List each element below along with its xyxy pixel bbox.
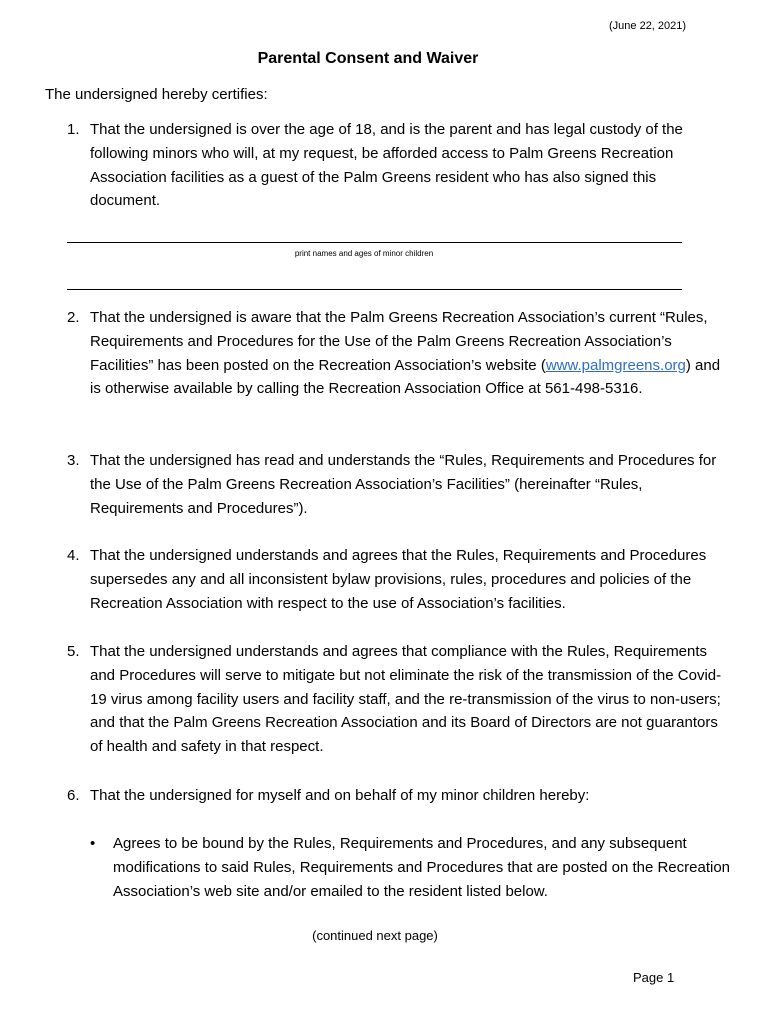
clause-5 — [67, 640, 727, 759]
minor-names-line-1[interactable] — [67, 242, 682, 243]
clause-number: 5. — [67, 643, 80, 660]
clause-number: 1. — [67, 121, 80, 138]
clause-number: 6. — [67, 787, 80, 804]
bullet-item — [90, 832, 730, 903]
intro-text: The undersigned hereby certifies: — [45, 86, 268, 103]
clause-text: That the undersigned understands and agrees that the Rules, Requirements and Procedures supersedes any and all inconsistent bylaw provisions, rules, procedures and policies of the Recreation Association with respect to the use of Association’s facilities. — [90, 547, 707, 612]
clause-text-part: ) and is otherwise available by calling the Recreation Association Office at 561-498-5316. — [90, 356, 721, 398]
minor-names-hint: print names and ages of minor children — [294, 249, 434, 258]
clause-4 — [67, 544, 727, 615]
bullet-text: Agrees to be bound by the Rules, Requirements and Procedures, and any subsequent modifications to said Rules, Requirements and Procedures that are posted on the Recreation Association’s web site and/or emailed to the resident listed below. — [113, 835, 731, 900]
clause-number: 4. — [67, 547, 80, 564]
page-number: Page 1 — [633, 970, 675, 985]
clause-text: That the undersigned understands and agrees that compliance with the Rules, Requirements and Procedures will serve to mitigate but not eliminate the risk of the transmission of the Covid-19 virus among facility users and facility staff, and the re-transmission of the virus to non-users; and that the Palm Greens Recreation Association and its Board of Directors are not guarantors of health and safety in that respect. — [90, 643, 722, 756]
document-title: Parental Consent and Waiver — [257, 50, 479, 67]
continued-note: (continued next page) — [312, 928, 438, 943]
minor-names-line-2[interactable] — [67, 289, 682, 290]
website-link[interactable]: www.palmgreens.org — [545, 356, 686, 374]
clause-text: That the undersigned for myself and on behalf of my minor children hereby: — [90, 787, 590, 804]
clause-text — [90, 306, 727, 401]
clause-number: 2. — [67, 309, 80, 326]
clause-text: That the undersigned has read and understands the “Rules, Requirements and Procedures for the Use of the Palm Greens Recreation Association’s Facilities” (hereinafter “Rules, Requirements and Procedures”). — [90, 452, 717, 517]
document-date: (June 22, 2021) — [609, 20, 687, 32]
clause-number: 3. — [67, 452, 80, 469]
clause-6 — [67, 784, 727, 808]
bullet-dot-icon: • — [90, 835, 96, 852]
clause-1 — [67, 118, 727, 213]
clause-text-part: That the undersigned is aware that the Palm Greens Recreation Association’s current “Rules, Requirements and Procedures for the Use of the Palm Greens Recreation Association’s Facilities” has been posted on the Recreation Association’s website ( — [90, 309, 708, 374]
clause-text: That the undersigned is over the age of 18, and is the parent and has legal custody of the following minors who will, at my request, be afforded access to Palm Greens Recreation Association facilities as a guest of the Palm Greens resident who has also signed this document. — [90, 121, 683, 210]
clause-2 — [67, 306, 727, 401]
clause-3 — [67, 449, 727, 520]
